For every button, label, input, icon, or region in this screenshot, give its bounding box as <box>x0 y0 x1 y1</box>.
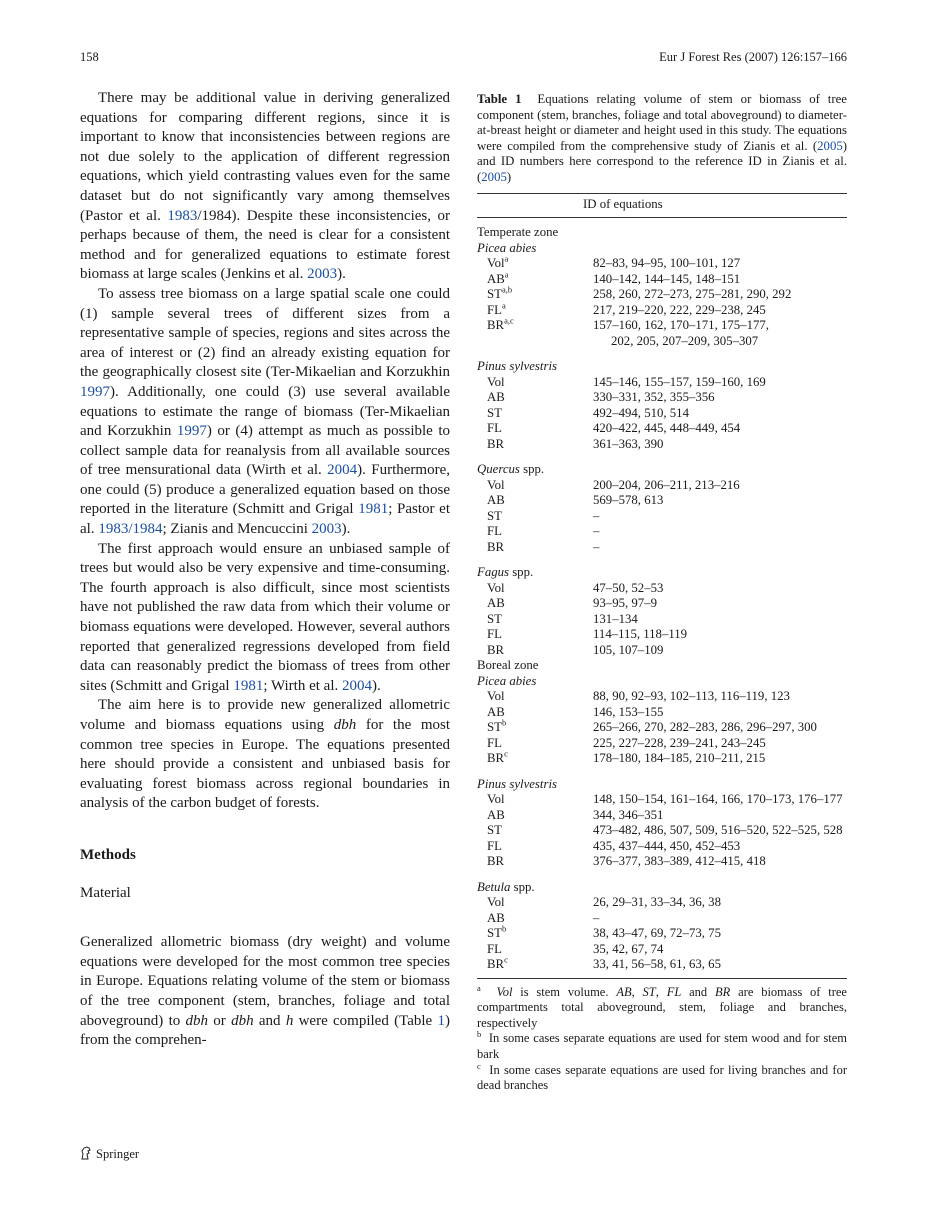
species-pinus-sylvestris: Pinus sylvestris <box>477 359 557 374</box>
journal-citation: Eur J Forest Res (2007) 126:157–166 <box>659 50 847 64</box>
table-row: $ST^b$ 38, 43–47, 69, 72–73, 75 <box>487 923 721 941</box>
table-row: ST$^{a,b}$ 258, 260, 272–273, 275–281, 290, 292 <box>487 284 792 302</box>
table-row: BR 105, 107–109 <box>487 642 664 657</box>
citation-link[interactable]: 1997 <box>80 383 110 400</box>
species-quercus: Quercus spp. <box>477 462 545 477</box>
footnote-c: $^c$ In some cases separate equations are used for living branches and for dead branches <box>477 1060 847 1093</box>
table-row: Vol$^a$ 82–83, 94–95, 100–101, 127 <box>487 253 741 271</box>
table-body <box>477 225 847 973</box>
table-row: FL 35, 42, 67, 74 <box>487 941 664 956</box>
table-row: AB – <box>487 910 600 925</box>
table-1-block <box>477 92 847 1094</box>
table-row: $AB^a$ 140–142, 144–145, 148–151 <box>487 269 741 286</box>
table-header <box>477 197 847 213</box>
methods-heading: Methods <box>80 846 136 863</box>
citation-link[interactable]: 2004 <box>342 677 372 694</box>
citation-link[interactable]: 2004 <box>327 462 358 479</box>
footnote-a: $^a$ Vol is stem volume. AB, ST, FL and BR are biomass of tree compartments total aboveground, stem, foliage and branches, respectively <box>477 982 847 1030</box>
species-pinus-sylvestris-boreal: Pinus sylvestris <box>477 776 557 791</box>
temperate-zone-heading: Temperate zone <box>477 225 559 240</box>
page-number: 158 <box>80 50 99 64</box>
table-caption: Table 1 Equations relating volume of stem or biomass of tree component (stem, branches, foliage and total aboveground) to diameter-at-breast height or diameter and height used in this study. The equations were compiled from the comprehensive study of Zianis et al. (2005) and ID numbers here correspond to the reference ID in Zianis et al. (2005) <box>477 92 847 184</box>
citation-link[interactable]: 1983/1984 <box>98 521 163 538</box>
species-betula: Betula spp. <box>477 879 535 894</box>
table-row: BR$^{a,c}$ 157–160, 162, 170–171, 175–177, <box>487 315 769 333</box>
group-spacer <box>477 555 847 565</box>
table-row: AB 93–95, 97–9 <box>487 596 657 611</box>
citation-link[interactable]: 1997 <box>176 423 207 440</box>
paragraph-3: The first approach would ensure an unbiased sample of trees but would also be very expensive and time-consuming. The fourth approach is also difficult, since most scientists have not published the raw data from which their volume or biomass equations were developed. However, several authors reported that generalized regressions developed from field data can reasonably predict the biomass of trees from other sites (Schmitt and Grigal 1981; Wirth et al. 2004). <box>80 540 450 694</box>
table-row: ST 492–494, 510, 514 <box>487 405 689 420</box>
table-row: ST 473–482, 486, 507, 509, 516–520, 522–525, 528 <box>487 823 843 838</box>
table-row: Vol 200–204, 206–211, 213–216 <box>487 477 740 492</box>
table-row: AB 569–578, 613 <box>487 493 664 508</box>
paragraph-2: To assess tree biomass on a large spatial scale one could (1) sample several trees of different sizes from a representative sample of species, regions and sites across the area of interest or (2) find an already existing equation for the geographically closest site (Ter-Mikaelian and Korzukhin 1997). Additionally, one could (3) use several available equations to estimate the range of biomass (Ter-Mikaelian and Korzukhin 1997) or (4) attempt as much as possible to collect sample data for reanalysis from all available sources of tree mensurational data (Wirth et al. 2004). Furthermore, one could (5) produce a generalized equation based on those reported in the literature (Schmitt and Grigal 1981; Pastor et al. 1983/1984; Zianis and Mencuccini 2003). <box>80 285 450 538</box>
citation-link[interactable]: 2003 <box>311 521 342 538</box>
table-row: $ST^b$ 265–266, 270, 282–283, 286, 296–297, 300 <box>487 717 817 735</box>
table-row: FL – <box>487 524 600 539</box>
table-row: BR 376–377, 383–389, 412–415, 418 <box>487 854 766 869</box>
citation-link[interactable]: 2005 <box>817 138 843 153</box>
citation-link[interactable]: 2005 <box>481 169 507 184</box>
table-row: Vol 88, 90, 92–93, 102–113, 116–119, 123 <box>487 689 790 704</box>
table-row: $BR^c$ 178–180, 184–185, 210–211, 215 <box>487 748 766 766</box>
table-row: Vol 26, 29–31, 33–34, 36, 38 <box>487 895 721 910</box>
table-row: FL 420–422, 445, 448–449, 454 <box>487 421 741 436</box>
table-row: Vol 148, 150–154, 161–164, 166, 170–173, 176–177 <box>487 792 843 807</box>
table-row: AB 344, 346–351 <box>487 807 664 822</box>
equations-table <box>477 225 847 973</box>
group-spacer <box>477 767 847 777</box>
citation-link[interactable]: 1981 <box>358 501 389 518</box>
material-heading: Material <box>80 884 131 901</box>
footnote-b: $^b$ In some cases separate equations are used for stem wood and for stem bark <box>477 1029 847 1061</box>
table-row: BR 361–363, 390 <box>487 436 664 451</box>
table-row: FL 225, 227–228, 239–241, 243–245 <box>487 735 766 750</box>
species-picea-abies: Picea abies <box>477 240 537 255</box>
table-row: BR – <box>487 539 600 554</box>
table-top-rule <box>477 193 847 194</box>
table-link[interactable]: 1 <box>437 1012 445 1029</box>
publisher-footer: Springer <box>80 1146 139 1162</box>
table-row: ST 131–134 <box>487 611 638 626</box>
table-bottom-rule <box>477 978 847 979</box>
citation-link[interactable]: 1981 <box>233 677 264 694</box>
paragraph-1: There may be additional value in deriving generalized equations for comparing different regions, since it is important to know that inconsistencies between regions are not due solely to the application of different regression equations, which yield contrasting values even for the same dataset but do not significantly vary among themselves (Pastor et al. 1983/1984). Despite these inconsistencies, or perhaps because of them, the need is clear for a consistent method and for generalized equations to estimate forest biomass at large scales (Jenkins et al. 2003). <box>80 90 450 283</box>
table-row: AB 330–331, 352, 355–356 <box>487 390 715 405</box>
left-column <box>80 89 450 1051</box>
table-header-rule <box>477 217 847 218</box>
species-fagus: Fagus spp. <box>477 565 534 580</box>
table-row: FL 435, 437–444, 450, 452–453 <box>487 838 741 853</box>
paragraph-5: Generalized allometric biomass (dry weight) and volume equations were developed for the most common tree species in Europe. Equations relating volume of the stem or biomass of the tree component (stem, branches, foliage and total aboveground) to dbh or dbh and h were compiled (Table 1) from the comprehen- <box>80 934 450 1049</box>
group-spacer <box>477 452 847 462</box>
table-row: $FL^a$ 217, 219–220, 222, 229–238, 245 <box>487 300 766 317</box>
boreal-zone-heading: Boreal zone <box>477 658 539 673</box>
table-row-continuation: 202, 205, 207–209, 305–307 <box>611 333 759 348</box>
table-footnotes <box>477 982 847 1094</box>
table-row: Vol 47–50, 52–53 <box>487 580 664 595</box>
springer-horse-icon <box>80 1146 92 1160</box>
paragraph-4: The aim here is to provide new generalized allometric volume and biomass equations using dbh for the most common tree species in Europe. The equations presented here should provide a consistent and unbiased basis for evaluating forest biomass across regional boundaries in analysis of the carbon budget of forests. <box>80 697 450 812</box>
species-picea-abies-boreal: Picea abies <box>477 673 537 688</box>
group-spacer <box>477 870 847 880</box>
table-row: FL 114–115, 118–119 <box>487 627 688 642</box>
citation-link[interactable]: 2003 <box>307 266 338 283</box>
group-spacer <box>477 349 847 359</box>
table-row: $BR^c$ 33, 41, 56–58, 61, 63, 65 <box>487 954 721 972</box>
column-header: ID of equations <box>583 196 663 211</box>
table-row: AB 146, 153–155 <box>487 704 664 719</box>
table-row: ST – <box>487 508 600 523</box>
citation-link[interactable]: 1983 <box>167 207 198 224</box>
table-row: Vol 145–146, 155–157, 159–160, 169 <box>487 374 766 389</box>
